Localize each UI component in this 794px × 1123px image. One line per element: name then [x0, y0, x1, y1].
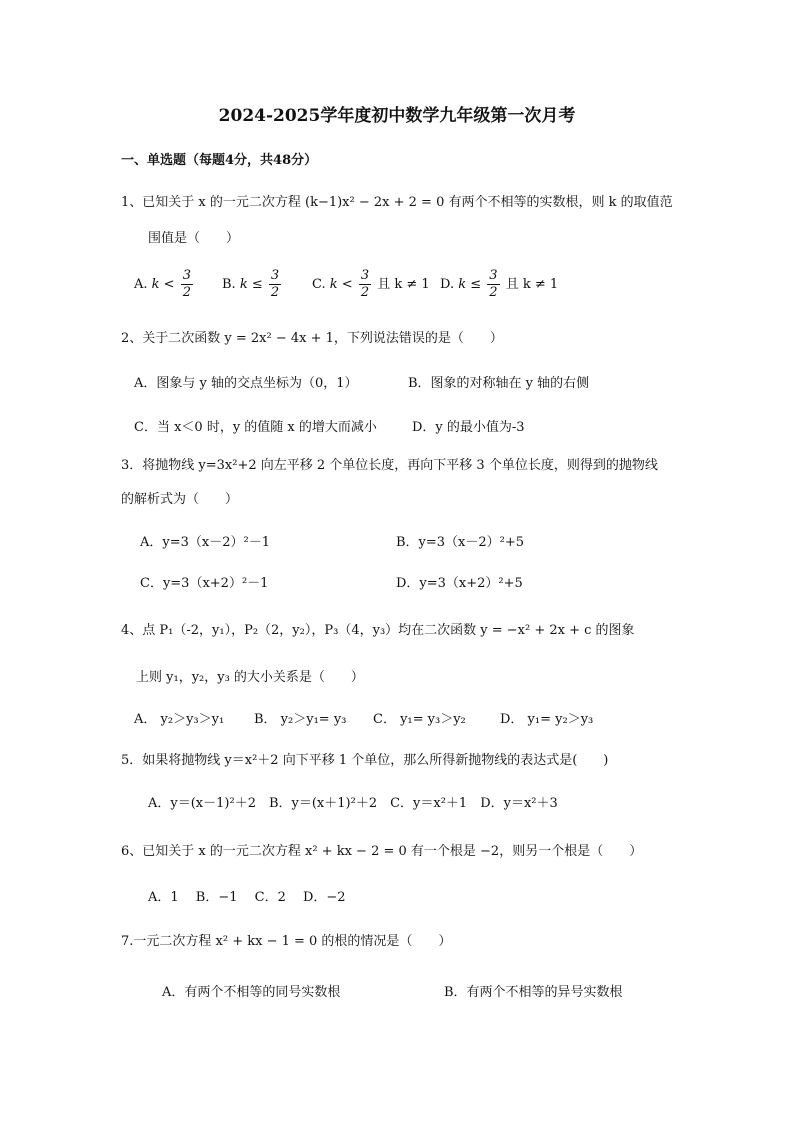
q4-stem-line1: 4、点 P₁（-2，y₁），P₂（2，y₂），P₃（4，y₃）均在二次函数 y = −x² + 2x + c 的图象 — [121, 623, 635, 638]
option-condition: 且 k ≠ 1 — [377, 277, 430, 292]
q4-option-b: B． y₂＞y₁= y₃ — [254, 712, 347, 727]
q2-option-a: A．图象与 y 轴的交点坐标为（0，1） — [134, 376, 358, 391]
fraction-denominator: 2 — [360, 285, 370, 300]
fraction — [181, 268, 193, 301]
fraction-numerator: 3 — [489, 268, 498, 283]
q5-options: A．y＝(x－1)²＋2 B．y＝(x＋1)²＋2 C．y＝x²＋1 D．y＝x²＋3 — [148, 796, 558, 811]
q2-option-b: B．图象的对称轴在 y 轴的右侧 — [408, 376, 590, 391]
q4-option-d: D． y₁= y₂＞y₃ — [500, 712, 594, 727]
fraction-denominator: 2 — [182, 285, 191, 300]
q2-stem: 2、关于二次函数 y = 2x² − 4x + 1，下列说法错误的是（ ） — [121, 331, 503, 346]
fraction-denominator: 2 — [270, 285, 280, 300]
q7-option-b: B．有两个不相等的异号实数根 — [444, 985, 623, 1000]
fraction — [269, 268, 281, 301]
option-label: A. — [134, 277, 148, 292]
fraction — [487, 268, 499, 301]
q3-stem-line1: 3．将抛物线 y=3x²+2 向左平移 2 个单位长度，再向下平移 3 个单位长度，则得到的抛物线 — [121, 458, 658, 473]
q1-option-b — [222, 268, 283, 301]
q1-stem-line1: 1、已知关于 x 的一元二次方程 (k−1)x² − 2x + 2 = 0 有两个不相等的实数根，则 k 的取值范 — [121, 195, 673, 210]
fraction-denominator: 2 — [489, 285, 498, 300]
q2-option-c: C．当 x＜0 时，y 的值随 x 的增大而减小 — [134, 420, 377, 435]
q2-option-d: D．y 的最小值为-3 — [412, 420, 525, 435]
fraction-numerator: 3 — [182, 268, 191, 283]
q4-option-a: A． y₂＞y₃＞y₁ — [134, 712, 225, 727]
q1-option-a — [134, 268, 195, 301]
section-heading: 一、单选题（每题4分，共48分） — [121, 153, 318, 168]
option-label: C. — [312, 277, 326, 292]
q6-stem: 6、已知关于 x 的一元二次方程 x² + kx − 2 = 0 有一个根是 −2，则另一个根是（ ） — [121, 844, 643, 859]
fraction — [359, 268, 371, 301]
fraction-numerator: 3 — [360, 268, 370, 283]
q3-option-d: D．y=3（x+2）²+5 — [396, 576, 523, 591]
q7-stem: 7.一元二次方程 x² + kx − 1 = 0 的根的情况是（ ） — [121, 934, 452, 949]
option-expr: k < — [329, 277, 353, 292]
q7-option-a: A．有两个不相等的同号实数根 — [162, 985, 341, 1000]
q6-options: A．1 B．−1 C．2 D．−2 — [148, 890, 346, 905]
q3-option-c: C．y=3（x+2）²－1 — [140, 576, 269, 591]
option-condition: 且 k ≠ 1 — [505, 277, 559, 292]
q1-option-c — [312, 268, 430, 301]
option-expr: k ≤ — [239, 277, 263, 292]
option-expr: k ≤ — [458, 277, 482, 292]
q5-stem: 5．如果将抛物线 y＝x²＋2 向下平移 1 个单位，那么所得新抛物线的表达式是( ) — [121, 753, 609, 768]
option-label: D. — [440, 277, 455, 292]
fraction-numerator: 3 — [270, 268, 280, 283]
q3-option-a: A．y=3（x－2）²－1 — [140, 535, 270, 550]
q4-stem-line2: 上则 y₁，y₂，y₃ 的大小关系是（ ） — [136, 670, 364, 685]
option-expr: k < — [151, 277, 175, 292]
q4-option-c: C． y₁= y₃＞y₂ — [373, 712, 466, 727]
q1-stem-line2: 围值是（ ） — [148, 231, 240, 246]
option-label: B. — [222, 277, 236, 292]
exam-title: 2024-2025学年度初中数学九年级第一次月考 — [218, 106, 576, 126]
q3-stem-line2: 的解析式为（ ） — [121, 492, 239, 507]
q3-option-b: B．y=3（x－2）²+5 — [396, 535, 525, 550]
q1-option-d — [440, 268, 558, 301]
